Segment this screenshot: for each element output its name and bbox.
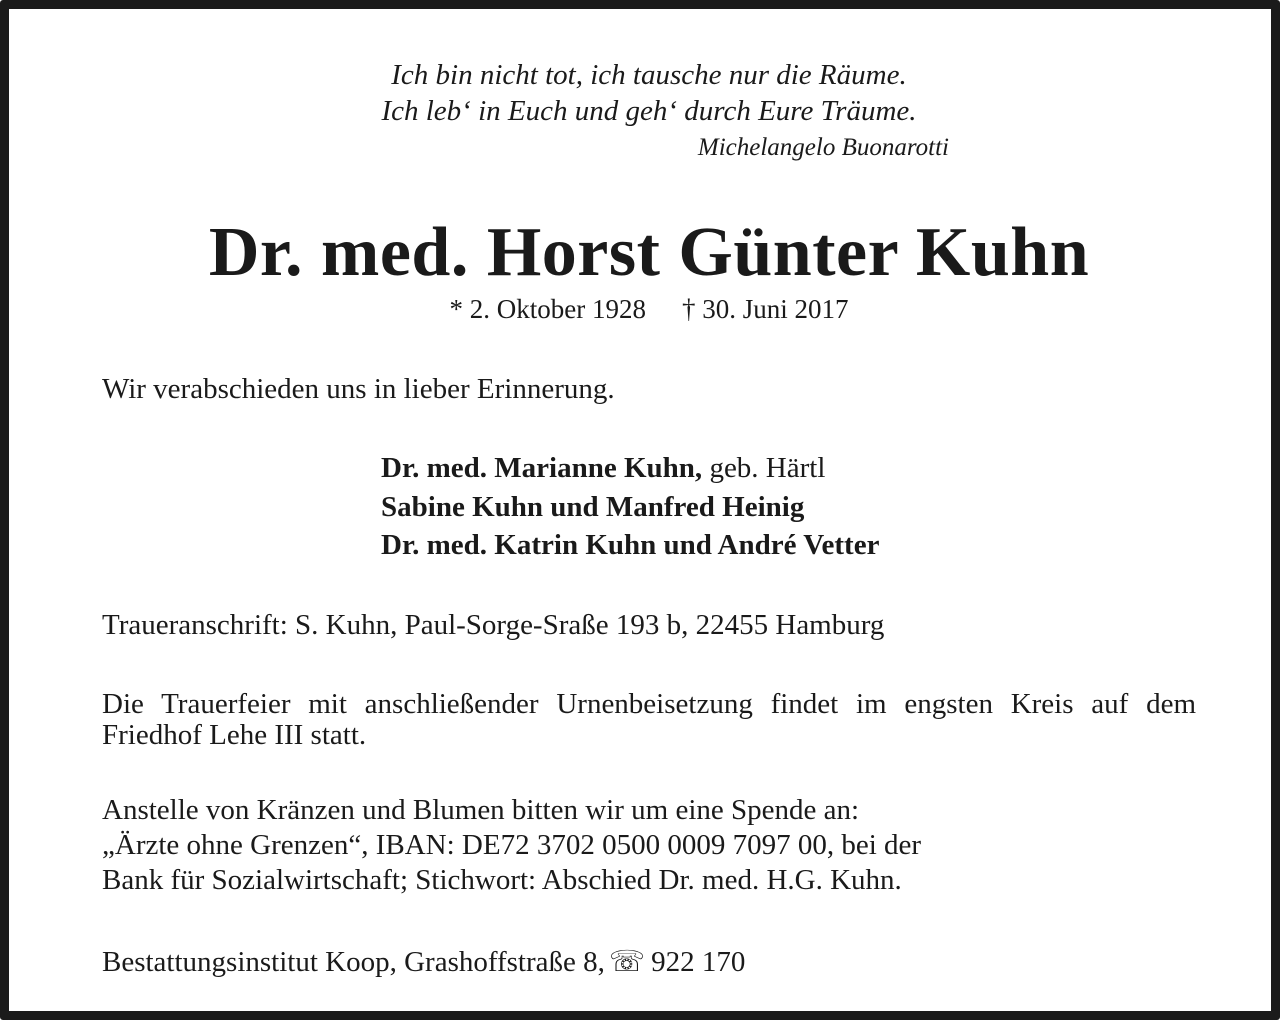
deceased-name: Dr. med. Horst Günter Kuhn bbox=[208, 214, 1090, 291]
ceremony-text: Die Trauerfeier mit anschließender Urnenbeisetzung findet im engsten Kreis auf dem Friedhof Lehe III statt. bbox=[102, 688, 1196, 751]
family-member-1-maiden: geb. Härtl bbox=[702, 452, 826, 484]
family-member-3: Dr. med. Katrin Kuhn und André Vetter bbox=[381, 529, 880, 561]
death-date: † 30. Juni 2017 bbox=[681, 294, 849, 324]
quote-line-2: Ich leb‘ in Euch und geh‘ durch Eure Träume. bbox=[381, 95, 917, 127]
donation-line-3: Bank für Sozialwirtschaft; Stichwort: Abschied Dr. med. H.G. Kuhn. bbox=[102, 864, 902, 896]
family-member-2: Sabine Kuhn und Manfred Heinig bbox=[381, 491, 805, 523]
quote-line-1: Ich bin nicht tot, ich tausche nur die Räume. bbox=[391, 59, 907, 91]
birth-date: * 2. Oktober 1928 bbox=[449, 294, 646, 324]
funeral-home-phone: 922 170 bbox=[651, 946, 746, 978]
donation-line-2: „Ärzte ohne Grenzen“, IBAN: DE72 3702 0500 0009 7097 00, bei der bbox=[102, 829, 922, 861]
donation-line-1: Anstelle von Kränzen und Blumen bitten wir um eine Spende an: bbox=[102, 794, 860, 826]
farewell-text: Wir verabschieden uns in lieber Erinnerung. bbox=[102, 373, 615, 405]
donation-block bbox=[102, 793, 921, 898]
life-dates bbox=[9, 294, 1280, 325]
mourning-address: Traueranschrift: S. Kuhn, Paul-Sorge-Sraße 193 b, 22455 Hamburg bbox=[102, 609, 885, 641]
family-member-1-name: Dr. med. Marianne Kuhn, bbox=[381, 452, 703, 484]
funeral-home-text: Bestattungsinstitut Koop, Grashoffstraße 8, bbox=[102, 946, 605, 978]
funeral-home bbox=[102, 944, 745, 979]
quote-author: Michelangelo Buonarotti bbox=[697, 134, 949, 161]
family-member-1 bbox=[381, 452, 825, 485]
telephone-icon: ☏ bbox=[608, 946, 646, 978]
